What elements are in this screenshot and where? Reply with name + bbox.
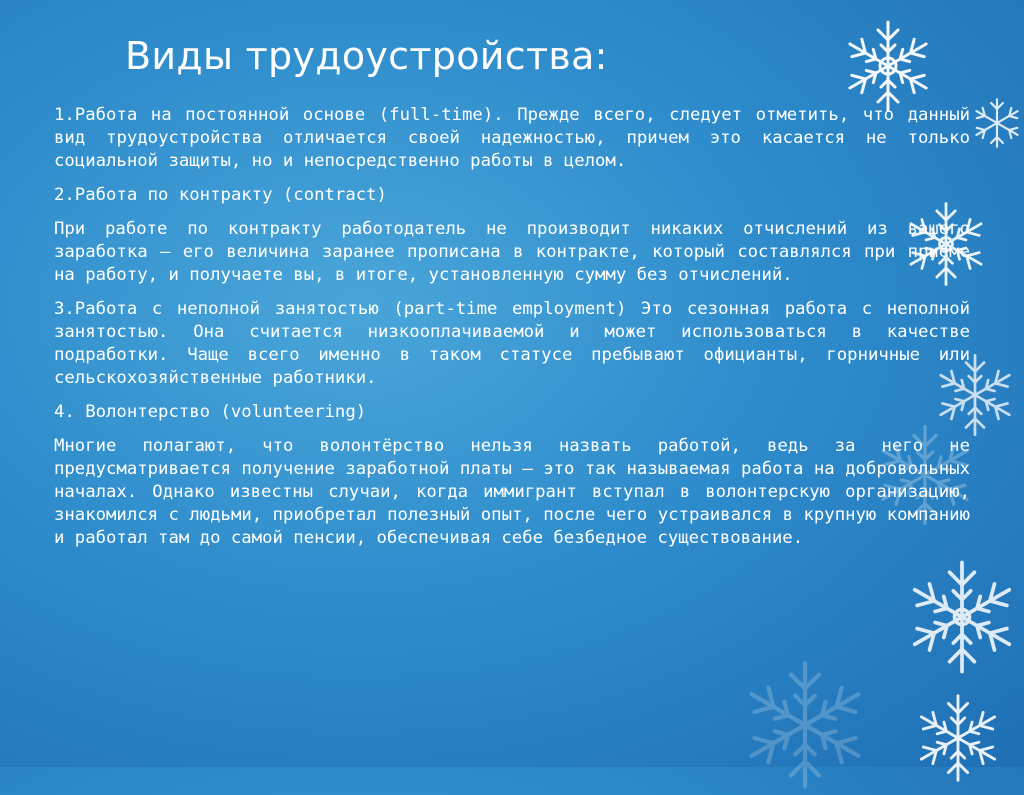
snowflake-icon — [970, 96, 1024, 150]
paragraph-volunteering: Многие полагают, что волонтёрство нельзя назвать работой, ведь за него не предусматривается получение заработной платы – это так называемая работа на добровольных началах. Однако известны случаи, когда иммигрант вступал в волонтерскую организацию, знакомился с людьми, приобретал полезный опыт, после чего устраивался в крупную компанию и работал там до самой пенсии, обеспечивая себе безбедное существование. — [54, 436, 970, 548]
heading-contract: 2.Работа по контракту (contract) — [54, 185, 387, 205]
snowflake-icon — [910, 690, 1006, 786]
snowflake-icon — [838, 16, 938, 116]
slide-title: Виды трудоустройства: — [125, 34, 608, 78]
slide-body — [54, 104, 970, 561]
snowflake-icon — [735, 655, 875, 795]
paragraph-contract: При работе по контракту работодатель не производит никаких отчислений из вашего заработка – его величина заранее прописана в контракте, который составлялся при приеме на работу, и получаете вы, в итоге, установленную сумму без отчислений. — [54, 219, 970, 285]
paragraph-part-time: 3.Работа с неполной занятостью (part-time employment) Это сезонная работа с неполной занятостью. Она считается низкооплачиваемой и может использоваться в качестве подработки. Чаще всего именно в таком статусе пребывают официанты, горничные или сельскохозяйственные работники. — [54, 299, 970, 388]
paragraph-full-time: 1.Работа на постоянной основе (full-time). Прежде всего, следует отметить, что данный вид трудоустройства отличается своей надежностью, причем это касается не только социальной защиты, но и непосредственно работы в целом. — [54, 105, 970, 171]
heading-volunteering: 4. Волонтерство (volunteering) — [54, 402, 367, 422]
snowflake-icon — [900, 555, 1024, 679]
